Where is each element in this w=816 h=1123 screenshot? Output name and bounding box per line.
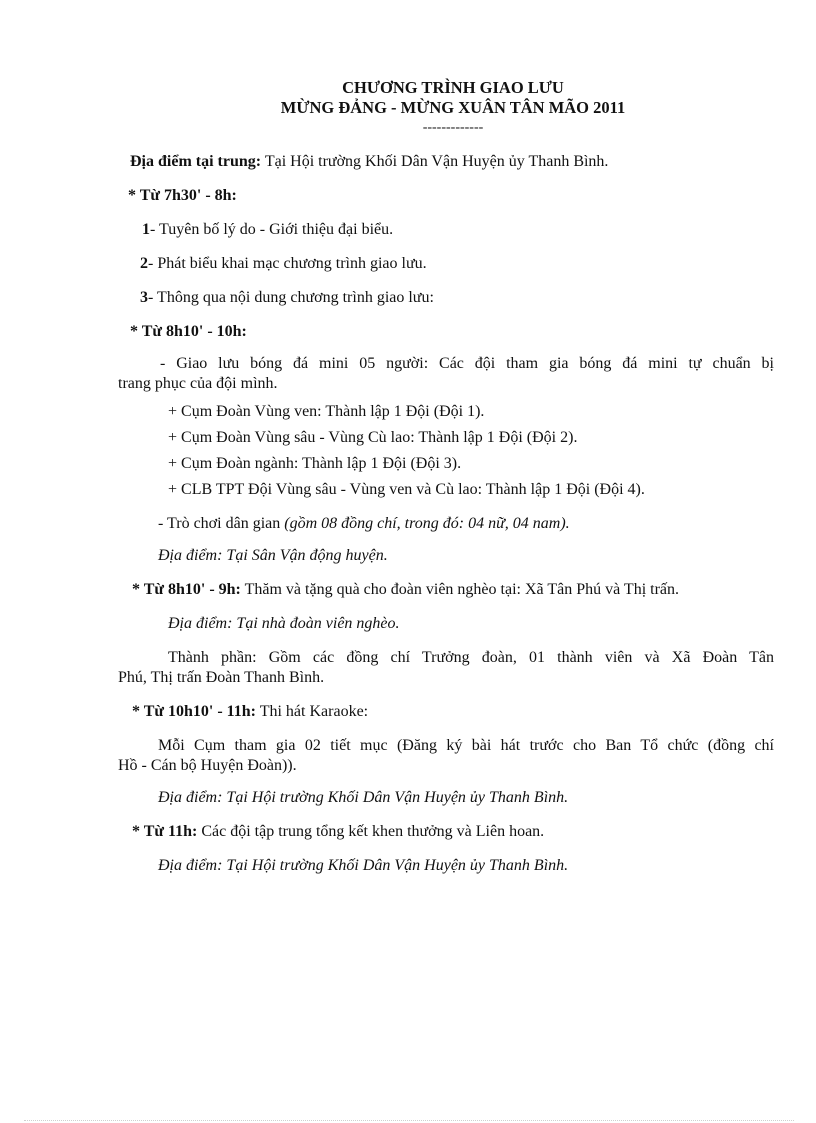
time-slot-5-text: Các đội tập trung tổng kết khen thưởng và Liên hoan. xyxy=(197,823,545,840)
agenda-item-text: - Thông qua nội dung chương trình giao lưu: xyxy=(148,289,434,306)
members-line2: Phú, Thị trấn Đoàn Thanh Bình. xyxy=(118,669,325,686)
agenda-item-text: - Tuyên bố lý do - Giới thiệu đại biểu. xyxy=(150,221,394,238)
venue-label: Địa điểm tại trung: xyxy=(130,153,262,170)
time-slot-5: * Từ 11h: xyxy=(132,823,198,840)
time-slot-4-line xyxy=(132,702,368,722)
folk-games-detail: (gồm 08 đồng chí, trong đó: 04 nữ, 04 nam). xyxy=(284,515,570,532)
folk-games-line xyxy=(158,514,570,534)
venue-text: Tại Hội trường Khối Dân Vận Huyện ủy Thanh Bình. xyxy=(261,153,609,170)
football-description-line2: trang phục của đội mình. xyxy=(118,375,278,392)
time-slot-2: * Từ 8h10' - 10h: xyxy=(130,323,247,340)
agenda-item-number: 3 xyxy=(140,289,148,306)
page-bottom-divider xyxy=(24,1120,794,1121)
members-line1: Thành phần: Gồm các đồng chí Trưởng đoàn, 01 thành viên và Xã Đoàn Tân xyxy=(168,649,774,666)
team-item: + Cụm Đoàn Vùng ven: Thành lập 1 Đội (Đội 1). xyxy=(168,403,485,420)
team-item: + Cụm Đoàn Vùng sâu - Vùng Cù lao: Thành lập 1 Đội (Đội 2). xyxy=(168,429,578,446)
agenda-item-3 xyxy=(140,288,434,308)
karaoke-detail-line1: Mỗi Cụm tham gia 02 tiết mục (Đăng ký bài hát trước cho Ban Tổ chức (đồng chí xyxy=(158,737,774,754)
time-slot-4: * Từ 10h10' - 11h: xyxy=(132,703,256,720)
location-homes: Địa điểm: Tại nhà đoàn viên nghèo. xyxy=(168,615,400,632)
time-slot-1: * Từ 7h30' - 8h: xyxy=(128,187,237,204)
document-title-line1: CHƯƠNG TRÌNH GIAO LƯU xyxy=(342,78,564,97)
location-hall-2: Địa điểm: Tại Hội trường Khối Dân Vận Huyện ủy Thanh Bình. xyxy=(158,857,569,874)
agenda-item-number: 1 xyxy=(142,221,150,238)
football-description-line1: - Giao lưu bóng đá mini 05 người: Các đội tham gia bóng đá mini tự chuẩn bị xyxy=(160,355,774,372)
venue-line xyxy=(130,152,608,172)
team-item: + Cụm Đoàn ngành: Thành lập 1 Đội (Đội 3). xyxy=(168,455,462,472)
agenda-item-number: 2 xyxy=(140,255,148,272)
agenda-item-text: - Phát biểu khai mạc chương trình giao lưu. xyxy=(148,255,427,272)
time-slot-5-line xyxy=(132,822,544,842)
location-hall-1: Địa điểm: Tại Hội trường Khối Dân Vận Huyện ủy Thanh Bình. xyxy=(158,789,569,806)
location-stadium: Địa điểm: Tại Sân Vận động huyện. xyxy=(158,547,388,564)
document-title-line2: MỪNG ĐẢNG - MỪNG XUÂN TÂN MÃO 2011 xyxy=(280,98,626,117)
team-item: + CLB TPT Đội Vùng sâu - Vùng ven và Cù lao: Thành lập 1 Đội (Đội 4). xyxy=(168,481,645,498)
time-slot-4-text: Thi hát Karaoke: xyxy=(256,703,369,720)
time-slot-3-line xyxy=(132,580,679,600)
title-separator: ------------- xyxy=(422,120,484,135)
agenda-item-2 xyxy=(140,254,427,274)
time-slot-3: * Từ 8h10' - 9h: xyxy=(132,581,241,598)
folk-games-label: - Trò chơi dân gian xyxy=(158,515,285,532)
agenda-item-1 xyxy=(142,220,393,240)
karaoke-detail-line2: Hồ - Cán bộ Huyện Đoàn)). xyxy=(118,757,297,774)
time-slot-3-text: Thăm và tặng quà cho đoàn viên nghèo tại: Xã Tân Phú và Thị trấn. xyxy=(240,581,680,598)
